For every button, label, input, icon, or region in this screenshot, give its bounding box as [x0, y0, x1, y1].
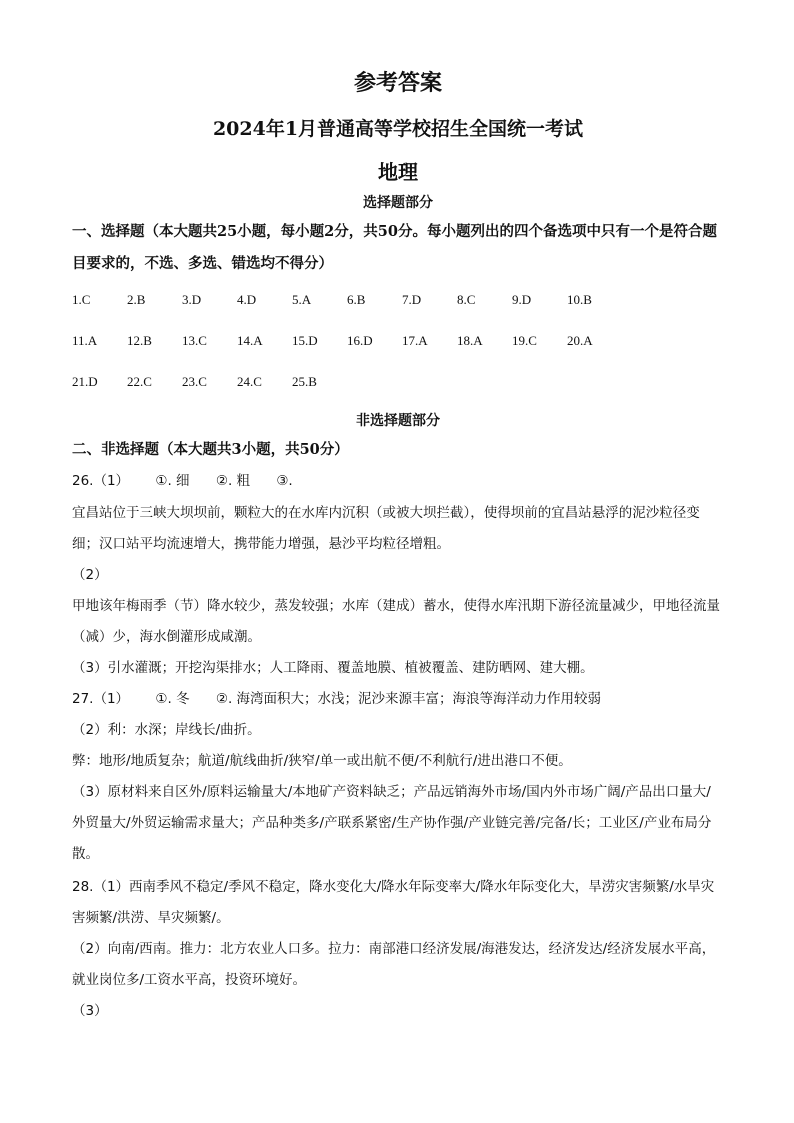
q26-explain: 宜昌站位于三峡大坝坝前，颗粒大的在水库内沉积（或被大坝拦截），使得坝前的宜昌站悬浮的泥沙粒径变细；汉口站平均流速增大，携带能力增强，悬沙平均粒径增粗。	[72, 505, 700, 552]
answer-item: 3.D	[182, 292, 202, 307]
q26-blank-2: ②. 粗	[215, 473, 251, 489]
q28-sub2-answer: （2）向南/西南。推力：北方农业人口多。拉力：南部港口经济发展/海港发达，经济发达/经济发展水平高，就业岗位多/工资水平高，投资环境好。	[72, 941, 716, 988]
section1-title: 一、选择题（本大题共25小题，每小题2分，共50分。每小题列出的四个备选项中只有一个是符合题目要求的，不选、多选、错选均不得分）	[72, 223, 717, 272]
answer-item: 14.A	[237, 333, 263, 348]
answer-item: 13.C	[182, 333, 207, 348]
q26-sub2-answer: 甲地该年梅雨季（节）降水较少，蒸发较强；水库（建成）蓄水，使得水库汛期下游径流量减少，甲地径流量（减）少，海水倒灌形成咸潮。	[72, 598, 720, 645]
answer-item: 22.C	[127, 374, 152, 389]
q26-sub3-answer: （3）引水灌溉；开挖沟渠排水；人工降雨、覆盖地膜、植被覆盖、建防晒网、建大棚。	[72, 660, 594, 676]
q28-sub1-answer: 28.（1）西南季风不稳定/季风不稳定，降水变化大/降水年际变率大/降水年际变化大，旱涝灾害频繁/水旱灾害频繁/洪涝、旱灾频繁/。	[72, 879, 715, 926]
q27-blank-2: ②. 海湾面积大；水浅；泥沙来源丰富；海浪等海洋动力作用较弱	[215, 691, 602, 707]
q27-head: 27.（1）	[72, 691, 130, 707]
answer-item: 2.B	[127, 292, 146, 307]
q26-part1-line	[72, 466, 724, 497]
answer-item: 7.D	[402, 292, 422, 307]
answer-item: 10.B	[567, 292, 592, 307]
q27-blank-1: ①. 冬	[155, 691, 190, 707]
answer-item: 19.C	[512, 333, 537, 348]
q26-head: 26.（1）	[72, 473, 130, 489]
answer-item: 1.C	[72, 292, 91, 307]
q26-blank-1: ①. 细	[155, 473, 190, 489]
answer-item: 17.A	[402, 333, 428, 348]
answer-item: 16.D	[347, 333, 373, 348]
exam-title: 2024年1月普通高等学校招生全国统一考试	[212, 118, 584, 140]
q27-part1-line	[72, 684, 724, 715]
page-title: 参考答案	[353, 70, 442, 96]
answer-item: 5.A	[292, 292, 312, 307]
part1-label: 选择题部分	[363, 195, 433, 211]
q27-sub2-disadvantage: 弊：地形/地质复杂；航道/航线曲折/狭窄/单一或出航不便/不利航行/进出港口不便。	[72, 753, 572, 769]
answer-item: 25.B	[292, 374, 317, 389]
answer-item: 9.D	[512, 292, 532, 307]
answer-item: 4.D	[237, 292, 257, 307]
q26-blank-3: ③.	[276, 473, 293, 489]
answer-item: 18.A	[457, 333, 483, 348]
answer-item: 20.A	[567, 333, 593, 348]
q28-sub3-label: （3）	[72, 1003, 108, 1019]
q27-sub2-advantage: （2）利：水深；岸线长/曲折。	[72, 722, 261, 738]
answer-item: 8.C	[457, 292, 476, 307]
answer-item: 21.D	[72, 374, 98, 389]
subject-title: 地理	[378, 160, 418, 184]
answer-item: 15.D	[292, 333, 318, 348]
answer-item: 24.C	[237, 374, 262, 389]
q27-sub3-answer: （3）原材料来自区外/原料运输量大/本地矿产资料缺乏；产品远销海外市场/国内外市场广阔/产品出口量大/外贸量大/外贸运输需求量大；产品种类多/产联系紧密/生产协作强/产业链完善/完备/长；工业区/产业布局分散。	[72, 784, 712, 862]
answer-item: 6.B	[347, 292, 366, 307]
part2-label: 非选择题部分	[356, 413, 440, 429]
answer-item: 23.C	[182, 374, 207, 389]
q26-sub2-label: （2）	[72, 567, 108, 583]
answer-item: 11.A	[72, 333, 98, 348]
section2-title: 二、非选择题（本大题共3小题，共50分）	[72, 441, 349, 458]
answer-item: 12.B	[127, 333, 152, 348]
